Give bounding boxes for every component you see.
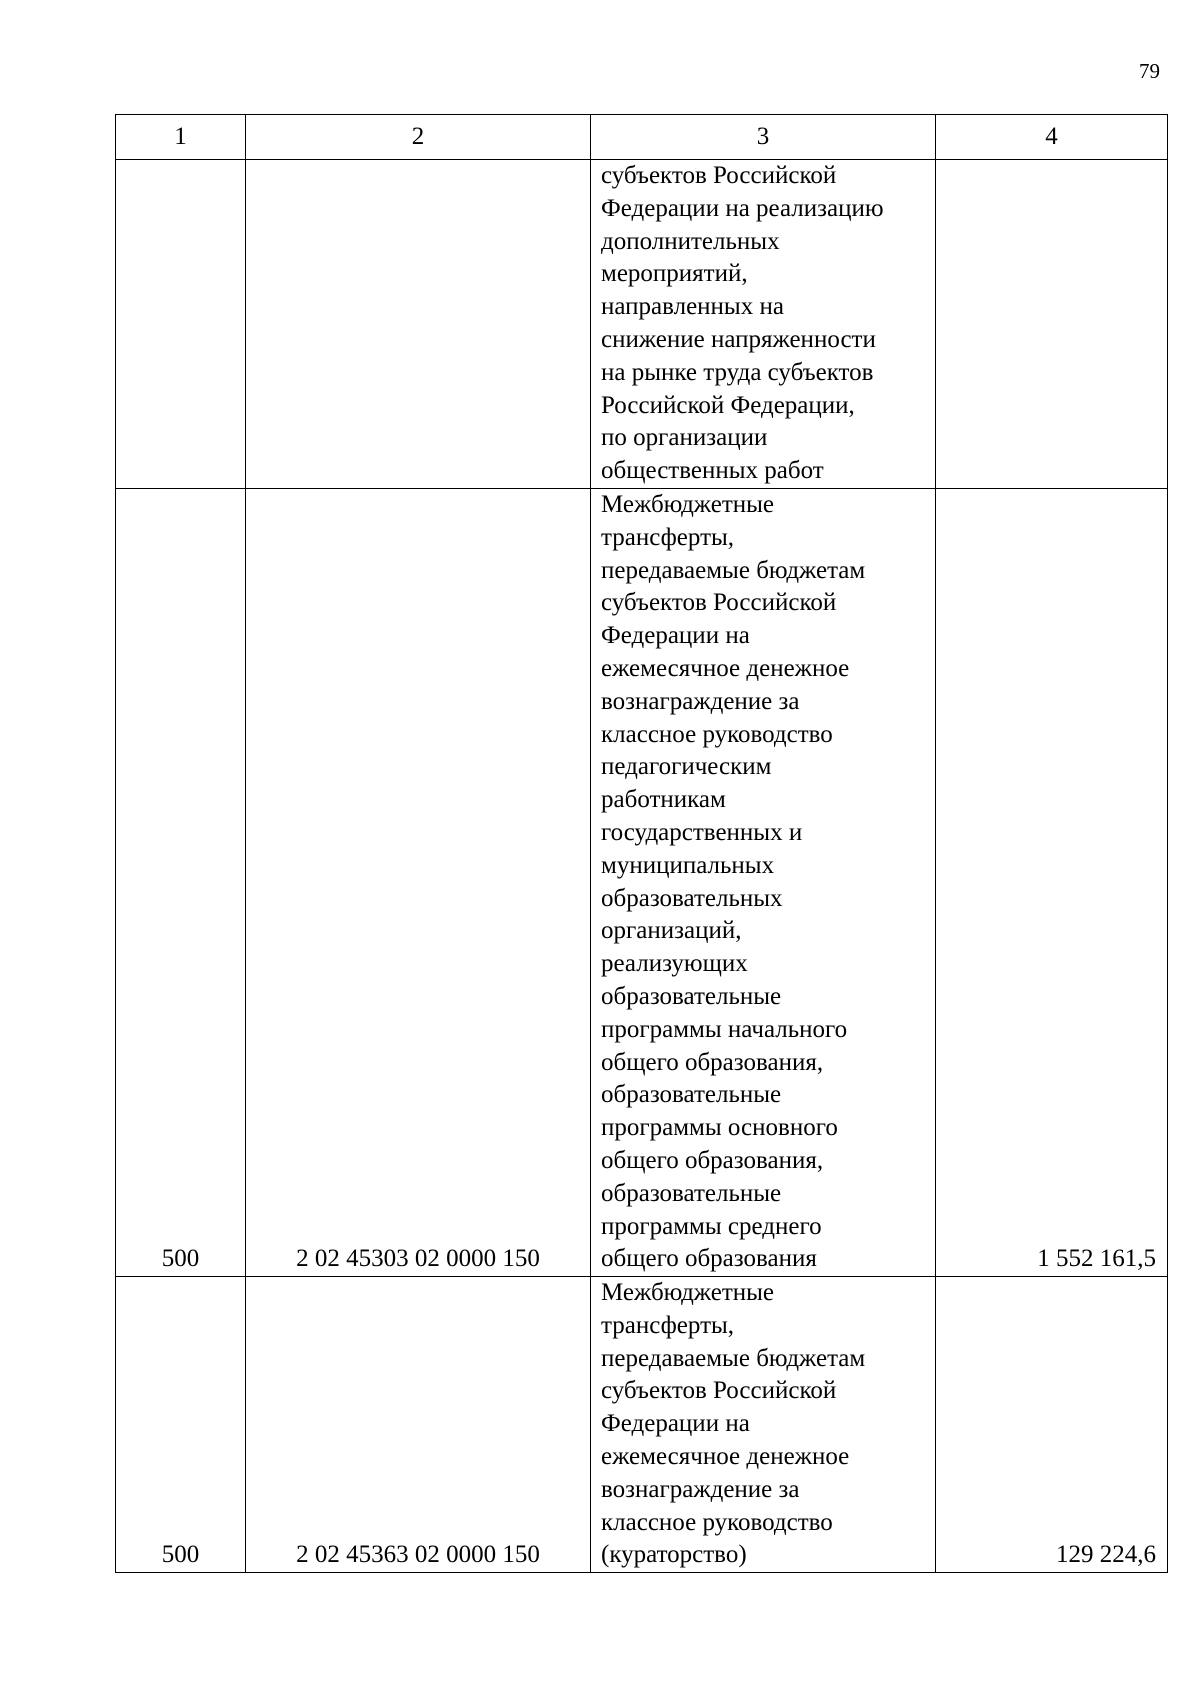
description-line: общего образования, xyxy=(601,1048,824,1076)
budget-table xyxy=(115,114,1168,1573)
description-line: программы основного xyxy=(601,1114,838,1142)
description-line: направленных на xyxy=(601,293,784,321)
cell-description xyxy=(591,1277,936,1573)
page-number: 79 xyxy=(1139,59,1160,83)
description-line: общего образования, xyxy=(601,1146,824,1174)
description-line: образовательных xyxy=(601,884,783,912)
description-line: Межбюджетные xyxy=(601,1279,775,1307)
description-line: по организации xyxy=(601,424,768,452)
description-line: образовательные xyxy=(601,1179,782,1207)
description-line: субъектов Российской xyxy=(601,162,837,189)
cell-amount: 1 552 161,5 xyxy=(936,488,1168,1276)
description-line: снижение напряженности xyxy=(601,325,876,353)
description-line: субъектов Российской xyxy=(601,1377,837,1405)
cell-description xyxy=(591,488,936,1276)
description-line: дополнительных xyxy=(601,227,780,255)
table-header-row xyxy=(116,115,1168,160)
description-line: организаций, xyxy=(601,917,742,945)
description-line: передаваемые бюджетам xyxy=(601,556,866,584)
description-line: муниципальных xyxy=(601,851,775,879)
description-line: передаваемые бюджетам xyxy=(601,1344,866,1372)
description-line: Федерации на xyxy=(601,622,750,650)
description-line: Российской Федерации, xyxy=(601,391,855,419)
header-col-1: 1 xyxy=(116,115,246,160)
description-line: мероприятий, xyxy=(601,260,748,288)
cell-budget-code xyxy=(246,160,591,489)
description-line: вознаграждение за xyxy=(601,1475,800,1503)
table-body xyxy=(116,160,1168,1573)
header-col-2: 2 xyxy=(246,115,591,160)
description-line: государственных и xyxy=(601,818,803,846)
description-line: педагогическим xyxy=(601,753,772,781)
cell-amount: 129 224,6 xyxy=(936,1277,1168,1573)
cell-code-group: 500 xyxy=(116,1277,246,1573)
cell-budget-code: 2 02 45363 02 0000 150 xyxy=(246,1277,591,1573)
table-row xyxy=(116,1277,1168,1573)
cell-budget-code: 2 02 45303 02 0000 150 xyxy=(246,488,591,1276)
header-col-4: 4 xyxy=(936,115,1168,160)
description-line: образовательные xyxy=(601,982,782,1010)
cell-description xyxy=(591,160,936,489)
description-line: Федерации на реализацию xyxy=(601,194,884,222)
description-line: образовательные xyxy=(601,1081,782,1109)
header-col-3: 3 xyxy=(591,115,936,160)
description-line: субъектов Российской xyxy=(601,589,837,617)
description-line: трансферты, xyxy=(601,523,735,551)
description-line: работникам xyxy=(601,786,726,814)
description-line: ежемесячное денежное xyxy=(601,654,850,682)
table-row xyxy=(116,488,1168,1276)
description-line: на рынке труда субъектов xyxy=(601,358,874,386)
description-line: Межбюджетные xyxy=(601,490,775,518)
description-line: общественных работ xyxy=(601,457,824,485)
cell-code-group xyxy=(116,160,246,489)
description-line: (кураторство) xyxy=(601,1541,747,1569)
description-line: классное руководство xyxy=(601,720,833,748)
description-line: Федерации на xyxy=(601,1410,750,1438)
cell-amount xyxy=(936,160,1168,489)
description-line: программы начального xyxy=(601,1015,848,1043)
description-line: программы среднего xyxy=(601,1212,822,1240)
description-line: вознаграждение за xyxy=(601,687,800,715)
description-line: трансферты, xyxy=(601,1311,735,1339)
cell-code-group: 500 xyxy=(116,488,246,1276)
description-line: общего образования xyxy=(601,1245,817,1273)
description-line: реализующих xyxy=(601,950,748,978)
description-line: классное руководство xyxy=(601,1508,833,1536)
description-line: ежемесячное денежное xyxy=(601,1443,850,1471)
table-row xyxy=(116,160,1168,489)
